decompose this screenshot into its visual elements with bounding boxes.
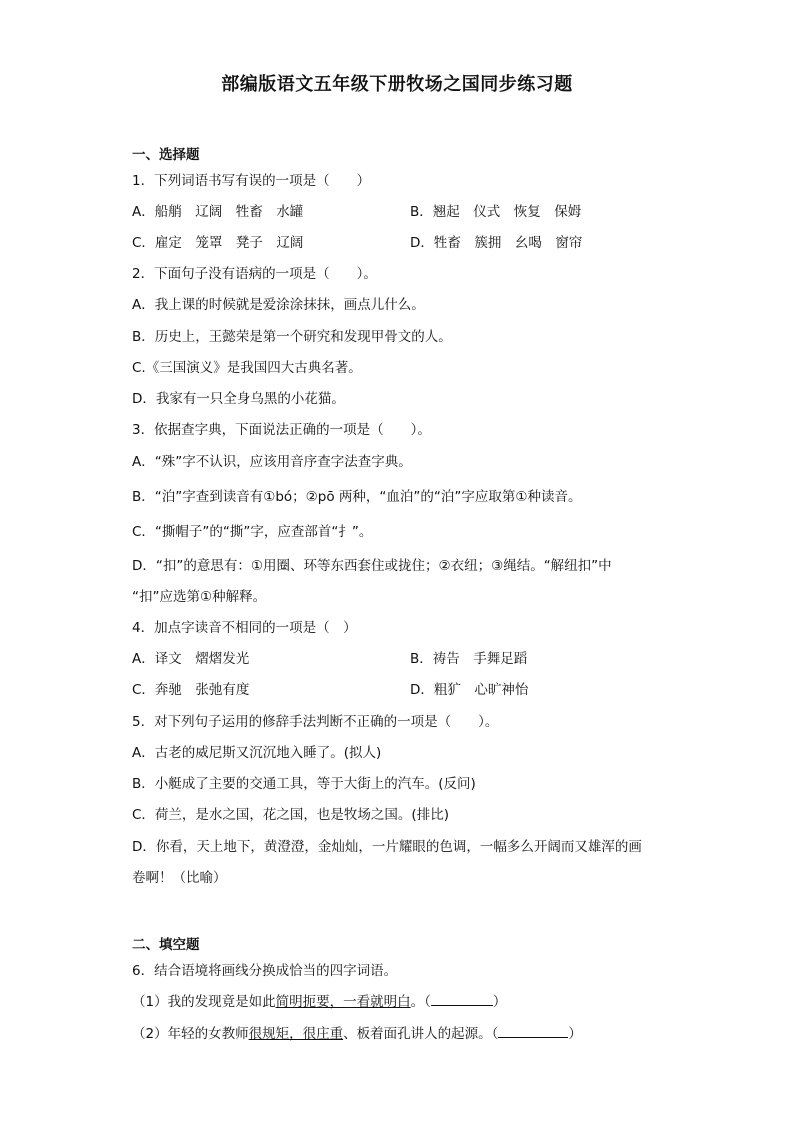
q3-stem: 3．依据查字典，下面说法正确的一项是（ ）。 <box>132 422 431 438</box>
q6-stem: 6．结合语境将画线分换成恰当的四字词语。 <box>132 963 398 979</box>
q2-option-b: B．历史上，王懿荣是第一个研究和发现甲骨文的人。 <box>132 329 452 345</box>
q4-option-c: C．奔驰 张弛有度 <box>132 682 250 698</box>
q6-s2-mid: 、板着面孔讲人的起源。（ <box>343 1026 499 1042</box>
q5-option-d-line1: D．你看，天上地下，黄澄澄，金灿灿，一片耀眼的色调，一幅多么开阔而又雄浑的画 <box>132 839 642 855</box>
q4-option-b: B．祷告 手舞足蹈 <box>410 651 528 667</box>
q1-stem: 1．下列词语书写有误的一项是（ ） <box>132 173 371 189</box>
q5-option-c: C．荷兰，是水之国，花之国，也是牧场之国。(排比) <box>132 807 449 823</box>
q6-s1-text: （1）我的发现竟是如此 <box>132 994 276 1010</box>
q4-option-d: D．粗犷 心旷神怡 <box>410 682 529 698</box>
q1-option-d: D．牲畜 簇拥 幺喝 窗帘 <box>410 235 583 251</box>
section-heading-choice: 一、选择题 <box>132 147 200 163</box>
q6-sentence-1 <box>132 993 506 1011</box>
q3-option-b: B．“泊”字查到读音有①bó；②pō 两种，“血泊”的“泊”字应取第①种读音。 <box>132 489 582 505</box>
q3-option-c: C．“撕帽子”的“撕”字，应查部首“扌”。 <box>132 524 373 540</box>
q4-stem: 4．加点字读音不相同的一项是（ ） <box>132 620 357 636</box>
q1-option-a: A．船艄 辽阔 牲畜 水罐 <box>132 204 304 220</box>
q6-s2-underlined: 很规矩，很庄重 <box>248 1026 344 1042</box>
q3-option-a: A．“殊”字不认识，应该用音序查字法查字典。 <box>132 454 412 470</box>
q6-s1-paren-close: ） <box>492 994 507 1010</box>
q6-s1-underlined: 简明扼要，一看就明白 <box>275 994 411 1010</box>
q6-s2-text: （2）年轻的女教师 <box>132 1026 249 1042</box>
page-title: 部编版语文五年级下册牧场之国同步练习题 <box>221 74 573 95</box>
q1-option-b: B．翘起 仪式 恢复 保姆 <box>410 204 582 220</box>
q6-s2-answer-blank[interactable] <box>498 1025 568 1038</box>
q3-option-d-line2: “扣”应选第①种解释。 <box>132 589 267 605</box>
q5-option-a: A．古老的威尼斯又沉沉地入睡了。(拟人) <box>132 745 382 761</box>
section-heading-fill: 二、填空题 <box>132 937 200 953</box>
q2-option-d: D．我家有一只全身乌黑的小花猫。 <box>132 391 345 407</box>
q5-option-d-line2: 卷啊！（比喻） <box>132 870 227 886</box>
q5-stem: 5．对下列句子运用的修辞手法判断不正确的一项是（ ）。 <box>132 714 499 730</box>
q2-option-a: A．我上课的时候就是爱涂涂抹抹，画点儿什么。 <box>132 297 425 313</box>
q5-option-b: B．小艇成了主要的交通工具，等于大街上的汽车。(反问) <box>132 776 476 792</box>
q6-s1-paren-open: 。（ <box>410 994 431 1010</box>
q6-s2-paren-close: ） <box>568 1026 582 1042</box>
q4-option-a: A．译文 熠熠发光 <box>132 651 250 667</box>
q6-s1-answer-blank[interactable] <box>431 993 493 1006</box>
q1-option-c: C．雇定 笼罩 凳子 辽阔 <box>132 235 304 251</box>
q2-option-c: C.《三国演义》是我国四大古典名著。 <box>132 360 362 376</box>
q2-stem: 2．下面句子没有语病的一项是（ ）。 <box>132 266 377 282</box>
q6-sentence-2 <box>132 1025 582 1043</box>
q3-option-d-line1: D．“扣”的意思有：①用圈、环等东西套住或拢住；②衣纽；③绳结。“解纽扣”中 <box>132 558 612 574</box>
